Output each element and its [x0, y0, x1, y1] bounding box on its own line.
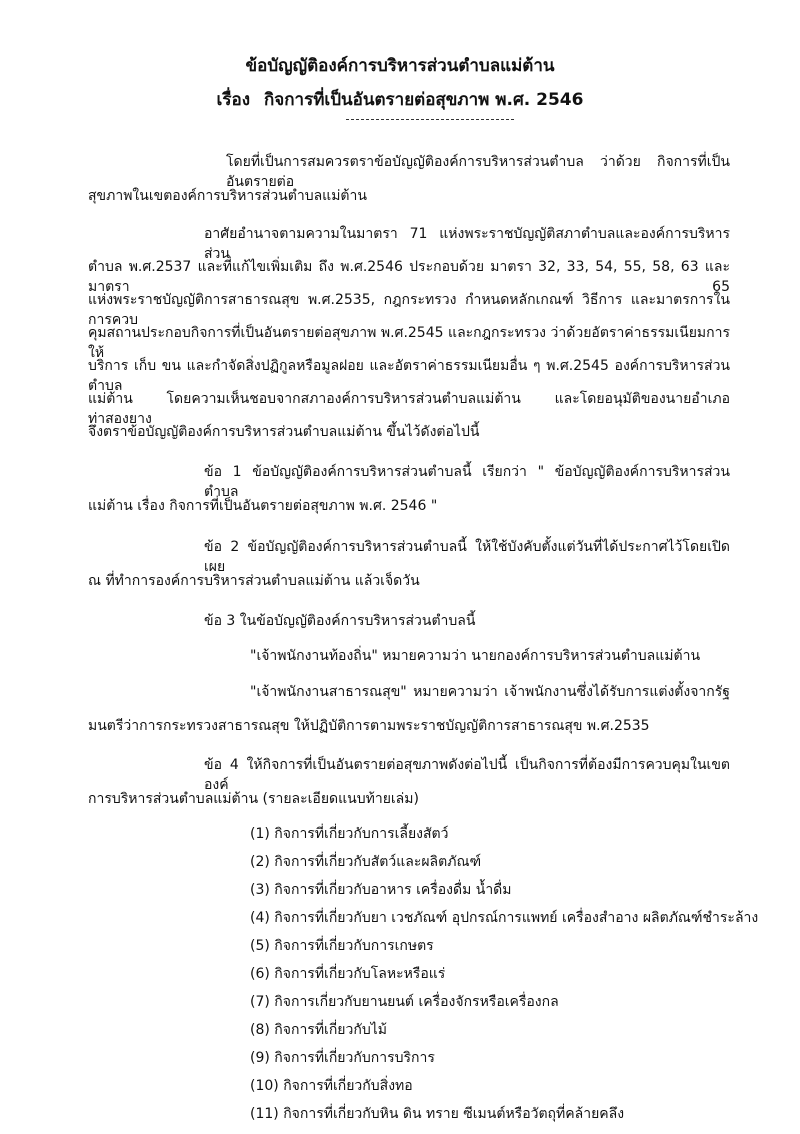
preamble-line: โดยที่เป็นการสมควรตราข้อบัญญัติองค์การบริหารส่วนตำบล ว่าด้วย กิจการที่เป็นอันตรายต่อ	[226, 154, 730, 190]
document-title: ข้อบัญญัติองค์การบริหารส่วนตำบลแม่ต้าน	[245, 56, 555, 76]
list-item: (7) กิจการเกี่ยวกับยานยนต์ เครื่องจักรหรือเครื่องกล	[250, 994, 559, 1010]
clause-3-line: ข้อ 3 ในข้อบัญญัติองค์การบริหารส่วนตำบลนี้	[204, 613, 476, 629]
list-item: (6) กิจการที่เกี่ยวกับโลหะหรือแร่	[250, 966, 446, 982]
list-item: (11) กิจการที่เกี่ยวกับหิน ดิน ทราย ซีเมนต์หรือวัตถุที่คล้ายคลึง	[250, 1106, 625, 1122]
authority-line: คุมสถานประกอบกิจการที่เป็นอันตรายต่อสุขภาพ พ.ศ.2545 และกฎกระทรวง ว่าด้วยอัตราค่าธรรมเนียมการให้	[88, 325, 730, 361]
clause-2-line: ข้อ 2 ข้อบัญญัติองค์การบริหารส่วนตำบลนี้ ให้ใช้บังคับตั้งแต่วันที่ได้ประกาศไว้โดยเปิดเผย	[204, 539, 730, 575]
list-item: (8) กิจการที่เกี่ยวกับไม้	[250, 1022, 388, 1038]
definition-health-officer: "เจ้าพนักงานสาธารณสุข" หมายความว่า เจ้าพนักงานซึ่งได้รับการแต่งตั้งจากรัฐ	[250, 684, 730, 700]
subject-text: กิจการที่เป็นอันตรายต่อสุขภาพ พ.ศ. 2546	[264, 90, 584, 110]
list-item: (3) กิจการที่เกี่ยวกับอาหาร เครื่องดื่ม น้ำดื่ม	[250, 882, 512, 898]
subject-label: เรื่อง	[216, 90, 250, 110]
list-item: (1) กิจการที่เกี่ยวกับการเลี้ยงสัตว์	[250, 826, 449, 842]
list-item: (5) กิจการที่เกี่ยวกับการเกษตร	[250, 938, 434, 954]
list-item: (10) กิจการที่เกี่ยวกับสิ่งทอ	[250, 1078, 413, 1094]
authority-line: แห่งพระราชบัญญัติการสาธารณสุข พ.ศ.2535, กฎกระทรวง กำหนดหลักเกณฑ์ วิธีการ และมาตรการในการควบ	[88, 292, 730, 328]
document-subject	[0, 86, 800, 113]
list-item: (9) กิจการที่เกี่ยวกับการบริการ	[250, 1050, 435, 1066]
definition-local-officer: "เจ้าพนักงานท้องถิ่น" หมายความว่า นายกองค์การบริหารส่วนตำบลแม่ต้าน	[250, 648, 701, 664]
clause-1-line: ข้อ 1 ข้อบัญญัติองค์การบริหารส่วนตำบลนี้ เรียกว่า " ข้อบัญญัติองค์การบริหารส่วนตำบล	[204, 464, 730, 500]
title-divider	[346, 119, 514, 120]
clause-2-line: ณ ที่ทำการองค์การบริหารส่วนตำบลแม่ต้าน แล้วเจ็ดวัน	[88, 573, 420, 589]
authority-line: อาศัยอำนาจตามความในมาตรา 71 แห่งพระราชบัญญัติสภาตำบลและองค์การบริหารส่วน	[204, 226, 730, 262]
preamble-line: สุขภาพในเขตองค์การบริหารส่วนตำบลแม่ต้าน	[88, 188, 367, 204]
clause-1-line: แม่ต้าน เรื่อง กิจการที่เป็นอันตรายต่อสุขภาพ พ.ศ. 2546 "	[88, 498, 438, 514]
list-item: (2) กิจการที่เกี่ยวกับสัตว์และผลิตภัณฑ์	[250, 854, 482, 870]
authority-line: จึงตราข้อบัญญัติองค์การบริหารส่วนตำบลแม่ต้าน ขึ้นไว้ดังต่อไปนี้	[88, 424, 480, 440]
clause-4-line: การบริหารส่วนตำบลแม่ต้าน (รายละเอียดแนบท้ายเล่ม)	[88, 791, 419, 807]
definition-health-officer: มนตรีว่าการกระทรวงสาธารณสุข ให้ปฏิบัติการตามพระราชบัญญัติการสาธารณสุข พ.ศ.2535	[88, 718, 650, 734]
authority-line: ตำบล พ.ศ.2537 และที่แก้ไขเพิ่มเติม ถึง พ.ศ.2546 ประกอบด้วย มาตรา 32, 33, 54, 55, 58, 63 และมาตรา 65	[88, 259, 730, 295]
authority-line: บริการ เก็บ ขน และกำจัดสิ่งปฏิกูลหรือมูลฝอย และอัตราค่าธรรมเนียมอื่น ๆ พ.ศ.2545 องค์การบริหารส่วนตำบล	[88, 358, 730, 394]
authority-line: แม่ต้าน โดยความเห็นชอบจากสภาองค์การบริหารส่วนตำบลแม่ต้าน และโดยอนุมัติของนายอำเภอท่าสองยาง	[88, 391, 730, 427]
list-item: (4) กิจการที่เกี่ยวกับยา เวชภัณฑ์ อุปกรณ์การแพทย์ เครื่องสำอาง ผลิตภัณฑ์ชำระล้าง	[250, 910, 759, 926]
clause-4-line: ข้อ 4 ให้กิจการที่เป็นอันตรายต่อสุขภาพดังต่อไปนี้ เป็นกิจการที่ต้องมีการควบคุมในเขต องค์	[204, 757, 730, 793]
